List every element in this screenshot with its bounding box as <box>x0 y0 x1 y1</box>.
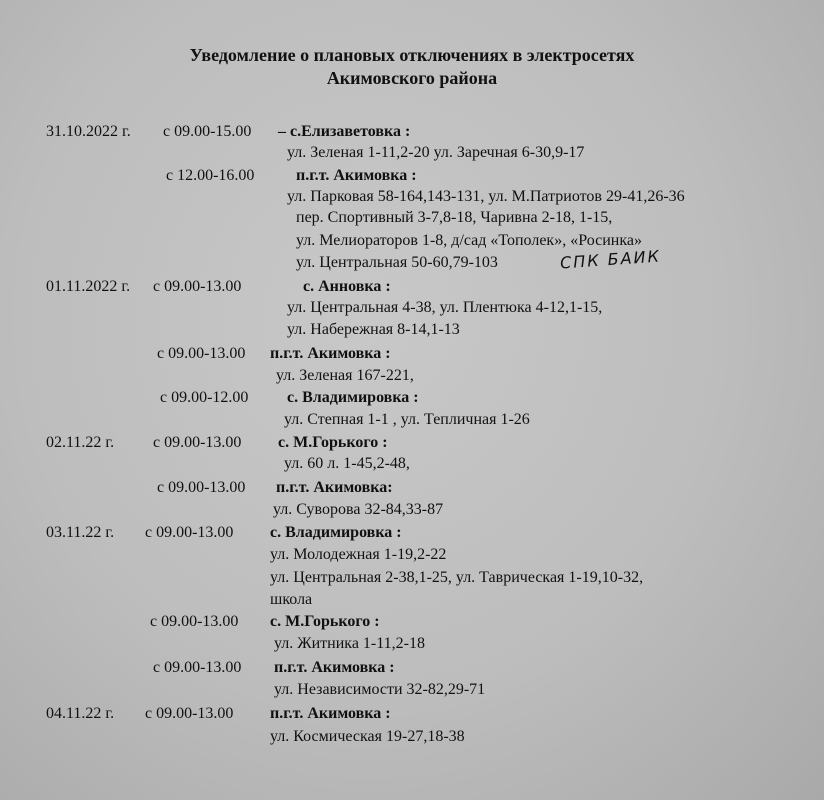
street-line: ул. 60 л. 1-45,2-48, <box>284 455 410 472</box>
street-line: ул. Центральная 50-60,79-103 <box>296 254 498 271</box>
street-line: ул. Степная 1-1 , ул. Тепличная 1-26 <box>284 411 530 428</box>
time-range: с 09.00-13.00 <box>153 278 242 295</box>
handwritten-note: СПК БАИК <box>559 246 662 273</box>
place-name: с. Владимировка : <box>287 389 419 406</box>
place-name: п.г.т. Акимовка: <box>276 479 393 496</box>
time-range: с 09.00-15.00 <box>163 123 252 140</box>
street-line: ул. Независимости 32-82,29-71 <box>274 681 486 698</box>
street-line: ул. Центральная 4-38, ул. Плентюка 4-12,1-15, <box>287 299 603 316</box>
title-line-2: Акимовского района <box>326 68 498 88</box>
place-name: с. Анновка : <box>303 278 391 295</box>
street-line: ул. Космическая 19-27,18-38 <box>270 728 465 745</box>
street-line: ул. Молодежная 1-19,2-22 <box>270 546 447 563</box>
date-label: 02.11.22 г. <box>46 434 115 451</box>
time-range: с 12.00-16.00 <box>166 167 255 184</box>
street-line: ул. Зеленая 1-11,2-20 ул. Заречная 6-30,9-17 <box>287 144 585 161</box>
place-name: с. Владимировка : <box>270 524 402 541</box>
place-name: п.г.т. Акимовка : <box>270 705 391 722</box>
street-line: ул. Набережная 8-14,1-13 <box>287 321 460 338</box>
time-range: с 09.00-13.00 <box>153 434 242 451</box>
street-line: школа <box>270 591 313 608</box>
place-name: п.г.т. Акимовка : <box>296 167 417 184</box>
place-name: п.г.т. Акимовка : <box>270 345 391 362</box>
street-line: ул. Мелиораторов 1-8, д/сад «Тополек», «Росинка» <box>296 232 642 249</box>
date-label: 03.11.22 г. <box>46 524 115 541</box>
time-range: с 09.00-13.00 <box>153 659 242 676</box>
place-name: с. М.Горького : <box>278 434 388 451</box>
place-name: п.г.т. Акимовка : <box>274 659 395 676</box>
time-range: с 09.00-13.00 <box>145 524 234 541</box>
time-range: с 09.00-12.00 <box>160 389 249 406</box>
date-label: 01.11.2022 г. <box>46 278 131 295</box>
time-range: с 09.00-13.00 <box>157 345 246 362</box>
street-line: ул. Центральная 2-38,1-25, ул. Таврическая 1-19,10-32, <box>270 569 644 586</box>
street-line: ул. Житника 1-11,2-18 <box>274 635 425 652</box>
street-line: ул. Парковая 58-164,143-131, ул. М.Патриотов 29-41,26-36 <box>287 188 685 205</box>
time-range: с 09.00-13.00 <box>150 613 239 630</box>
street-line: ул. Зеленая 167-221, <box>276 367 414 384</box>
place-name: с. М.Горького : <box>270 613 380 630</box>
street-line: пер. Спортивный 3-7,8-18, Чаривна 2-18, 1-15, <box>296 209 613 226</box>
date-label: 04.11.22 г. <box>46 705 115 722</box>
title-line-1: Уведомление о плановых отключениях в электросетях <box>189 45 635 65</box>
street-line: ул. Суворова 32-84,33-87 <box>273 501 444 518</box>
time-range: с 09.00-13.00 <box>157 479 246 496</box>
time-range: с 09.00-13.00 <box>145 705 234 722</box>
date-label: 31.10.2022 г. <box>46 123 131 140</box>
place-name: – с.Елизаветовка : <box>278 123 411 140</box>
